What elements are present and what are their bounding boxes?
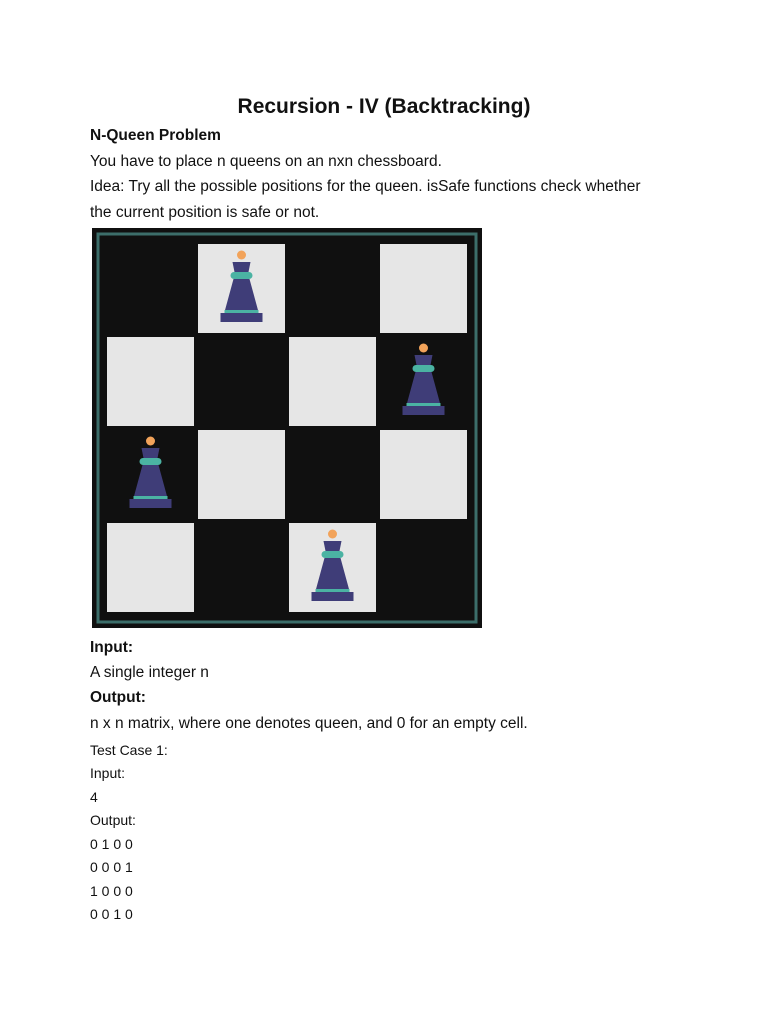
input-description: A single integer n [90, 664, 209, 681]
queen-base [312, 592, 354, 601]
queen-band [322, 551, 344, 558]
test-input-label: Input: [90, 765, 126, 781]
queen-band [231, 272, 253, 279]
queen-crown-ball [237, 251, 246, 260]
output-description: n x n matrix, where one denotes queen, and 0 for an empty cell. [90, 715, 528, 732]
chessboard-figure [92, 228, 482, 628]
light-square [107, 337, 194, 426]
queen-band [140, 458, 162, 465]
queen-crown-ball [328, 530, 337, 539]
queen-crown [233, 262, 251, 272]
queen-lower-band [316, 589, 350, 592]
matrix-row: 1 0 0 0 [90, 883, 133, 899]
matrix-row: 0 0 0 1 [90, 859, 133, 875]
idea-text-line-1: Idea: Try all the possible positions for the queen. isSafe functions check whether [90, 178, 641, 195]
light-square [289, 337, 376, 426]
test-case-label: Test Case 1: [90, 742, 168, 758]
queen-lower-band [407, 403, 441, 406]
queen-crown-ball [146, 437, 155, 446]
page-title: Recursion - IV (Backtracking) [237, 95, 531, 118]
queen-crown [415, 355, 433, 365]
output-heading: Output: [90, 689, 146, 706]
input-heading: Input: [90, 639, 134, 656]
section-heading: N-Queen Problem [90, 127, 221, 144]
queen-crown [324, 541, 342, 551]
queen-lower-band [225, 310, 259, 313]
light-square [107, 523, 194, 612]
test-output-label: Output: [90, 812, 136, 828]
idea-text-line-2: the current position is safe or not. [90, 204, 320, 221]
queen-base [130, 499, 172, 508]
intro-text: You have to place n queens on an nxn chessboard. [90, 153, 442, 170]
light-square [198, 430, 285, 519]
light-square [380, 244, 467, 333]
queen-base [221, 313, 263, 322]
queen-crown-ball [419, 344, 428, 353]
queen-crown [142, 448, 160, 458]
queen-band [413, 365, 435, 372]
chessboard [92, 228, 482, 628]
light-square [380, 430, 467, 519]
matrix-row: 0 1 0 0 [90, 836, 133, 852]
matrix-row: 0 0 1 0 [90, 906, 133, 922]
queen-base [403, 406, 445, 415]
test-input-value: 4 [90, 789, 98, 805]
queen-lower-band [134, 496, 168, 499]
